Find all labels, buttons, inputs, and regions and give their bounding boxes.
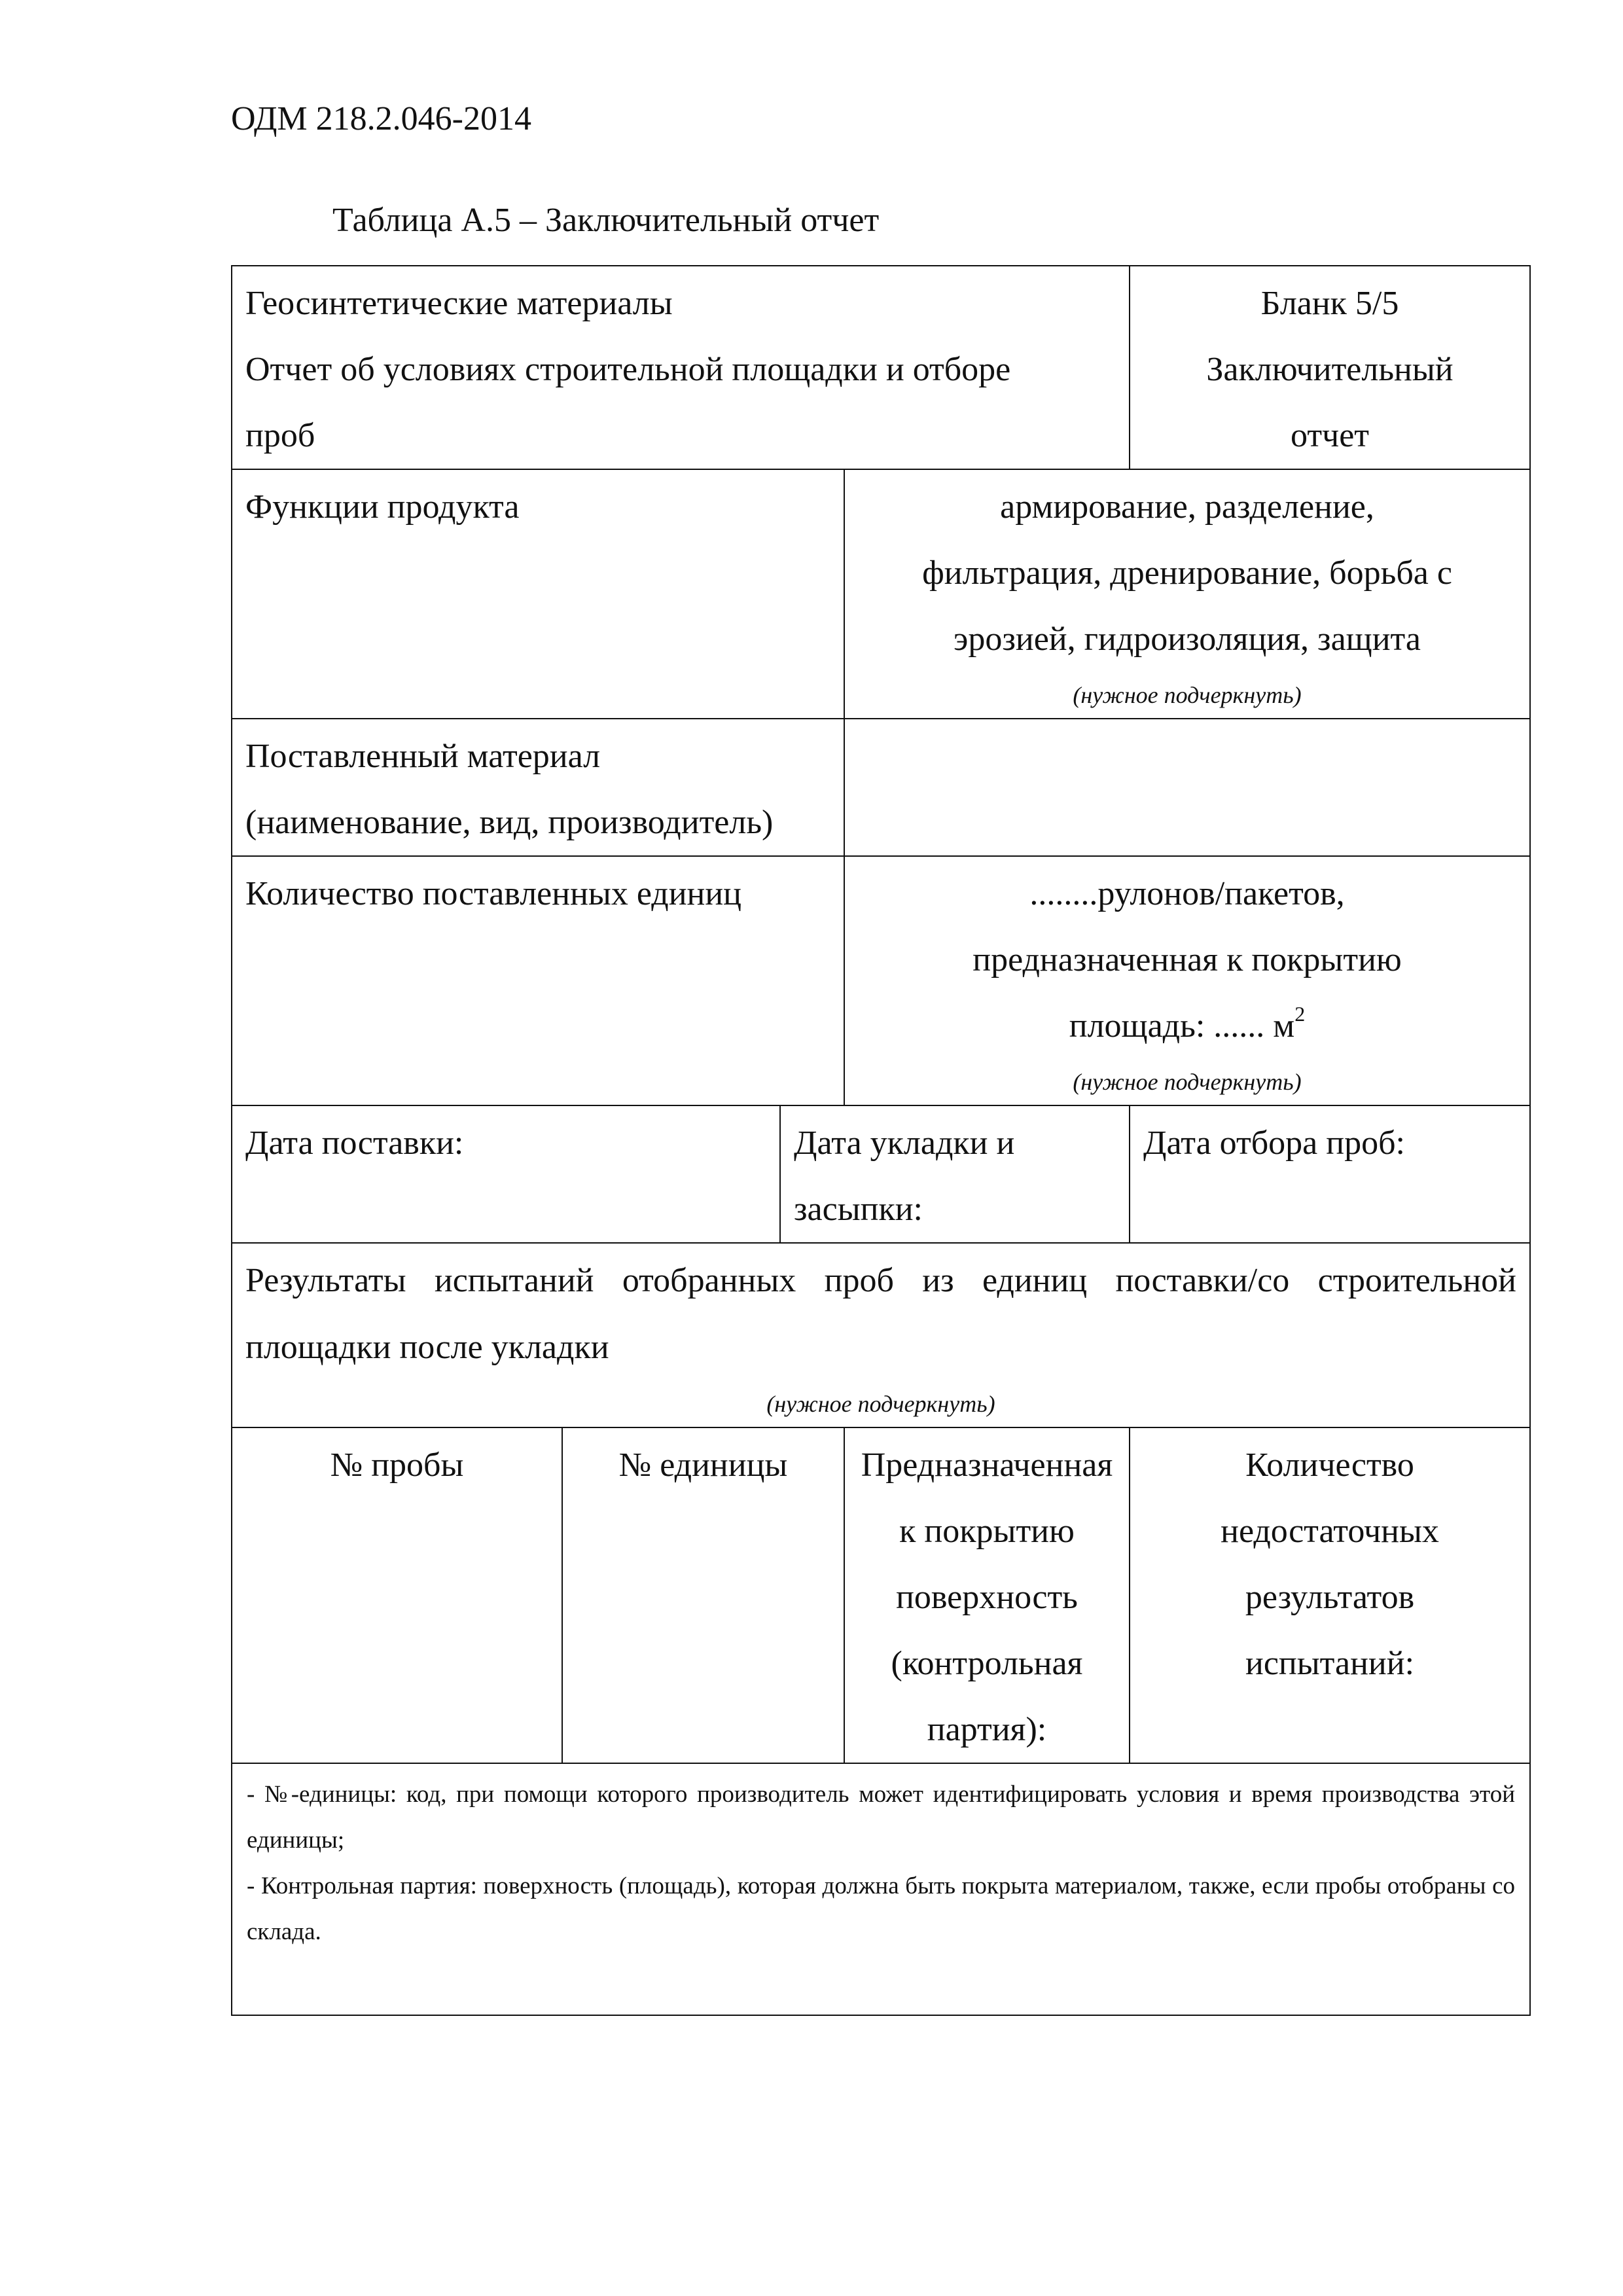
form-title-cell bbox=[232, 266, 1130, 469]
units-area-text: площадь: ...... м bbox=[1069, 1007, 1295, 1045]
control-batch-header bbox=[844, 1427, 1130, 1763]
underline-note: (нужное подчеркнуть) bbox=[1073, 682, 1302, 708]
insufficient-results-header-line: Количество bbox=[1245, 1446, 1414, 1484]
form-subtitle-cont: проб bbox=[245, 417, 315, 454]
units-value-line: ........рулонов/пакетов, bbox=[1029, 875, 1345, 912]
functions-row bbox=[232, 469, 1530, 719]
underline-note: (нужное подчеркнуть) bbox=[766, 1391, 995, 1417]
insufficient-results-header bbox=[1130, 1427, 1530, 1763]
laying-date-label: Дата укладки и засыпки: bbox=[780, 1105, 1130, 1243]
footnotes-row bbox=[232, 1763, 1530, 2015]
functions-value-line: армирование, разделение, bbox=[1000, 488, 1374, 526]
functions-label: Функции продукта bbox=[232, 469, 844, 719]
units-value-cell bbox=[844, 856, 1530, 1105]
blank-type-cont: отчет bbox=[1291, 417, 1370, 454]
units-label: Количество поставленных единиц bbox=[232, 856, 844, 1105]
results-text: Результаты испытаний отобранных проб из единиц поставки/со строительной площадки после укладки bbox=[245, 1262, 1517, 1366]
samples-header-row bbox=[232, 1427, 1530, 1763]
sampling-date-label: Дата отбора проб: bbox=[1130, 1105, 1530, 1243]
form-title-row bbox=[232, 266, 1530, 469]
functions-value-cell bbox=[844, 469, 1530, 719]
blank-type: Заключительный bbox=[1206, 351, 1454, 388]
delivery-date-label: Дата поставки: bbox=[232, 1105, 780, 1243]
blank-number: Бланк 5/5 bbox=[1260, 285, 1399, 322]
document-code: ОДМ 218.2.046-2014 bbox=[231, 100, 531, 137]
unit-number-header: № единицы bbox=[562, 1427, 844, 1763]
blank-number-cell bbox=[1130, 266, 1530, 469]
supplied-material-hint: (наименование, вид, производитель) bbox=[245, 804, 774, 841]
control-batch-header-line: поверхность bbox=[896, 1579, 1078, 1616]
form-subtitle: Отчет об условиях строительной площадки и отборе bbox=[245, 351, 1011, 388]
units-area-line bbox=[858, 993, 1516, 1059]
form-title: Геосинтетические материалы bbox=[245, 285, 673, 322]
supplied-material-label-cell bbox=[232, 719, 844, 856]
units-value-line: предназначенная к покрытию bbox=[972, 941, 1402, 978]
functions-value-line: эрозией, гидроизоляция, защита bbox=[954, 620, 1421, 658]
results-cell bbox=[232, 1243, 1530, 1427]
footnotes-cell bbox=[232, 1763, 1530, 2015]
table-caption: Таблица А.5 – Заключительный отчет bbox=[332, 202, 880, 239]
supplied-material-row bbox=[232, 719, 1530, 856]
control-batch-header-line: Предназначенная bbox=[861, 1446, 1113, 1484]
results-row bbox=[232, 1243, 1530, 1427]
control-batch-header-line: к покрытию bbox=[899, 1513, 1075, 1550]
underline-note: (нужное подчеркнуть) bbox=[1073, 1069, 1302, 1095]
supplied-material-value bbox=[844, 719, 1530, 856]
functions-value-line: фильтрация, дренирование, борьба с bbox=[922, 554, 1452, 592]
insufficient-results-header-line: испытаний: bbox=[1245, 1645, 1415, 1682]
dates-row bbox=[232, 1105, 1530, 1243]
units-area-superscript: 2 bbox=[1294, 1001, 1306, 1026]
supplied-material-label: Поставленный материал bbox=[245, 738, 601, 775]
footnote-control-batch: - Контрольная партия: поверхность (площадь), которая должна быть покрыта материалом, также, если пробы отобраны со склада. bbox=[247, 1873, 1516, 1945]
footnote-unit-number: - №-единицы: код, при помощи которого производитель может идентифицировать условия и время производства этой единицы; bbox=[247, 1781, 1516, 1854]
control-batch-header-line: партия): bbox=[927, 1711, 1047, 1748]
insufficient-results-header-line: результатов bbox=[1245, 1579, 1415, 1616]
insufficient-results-header-line: недостаточных bbox=[1221, 1513, 1439, 1550]
final-report-form bbox=[231, 265, 1531, 2016]
units-row bbox=[232, 856, 1530, 1105]
sample-number-header: № пробы bbox=[232, 1427, 562, 1763]
control-batch-header-line: (контрольная bbox=[891, 1645, 1083, 1682]
